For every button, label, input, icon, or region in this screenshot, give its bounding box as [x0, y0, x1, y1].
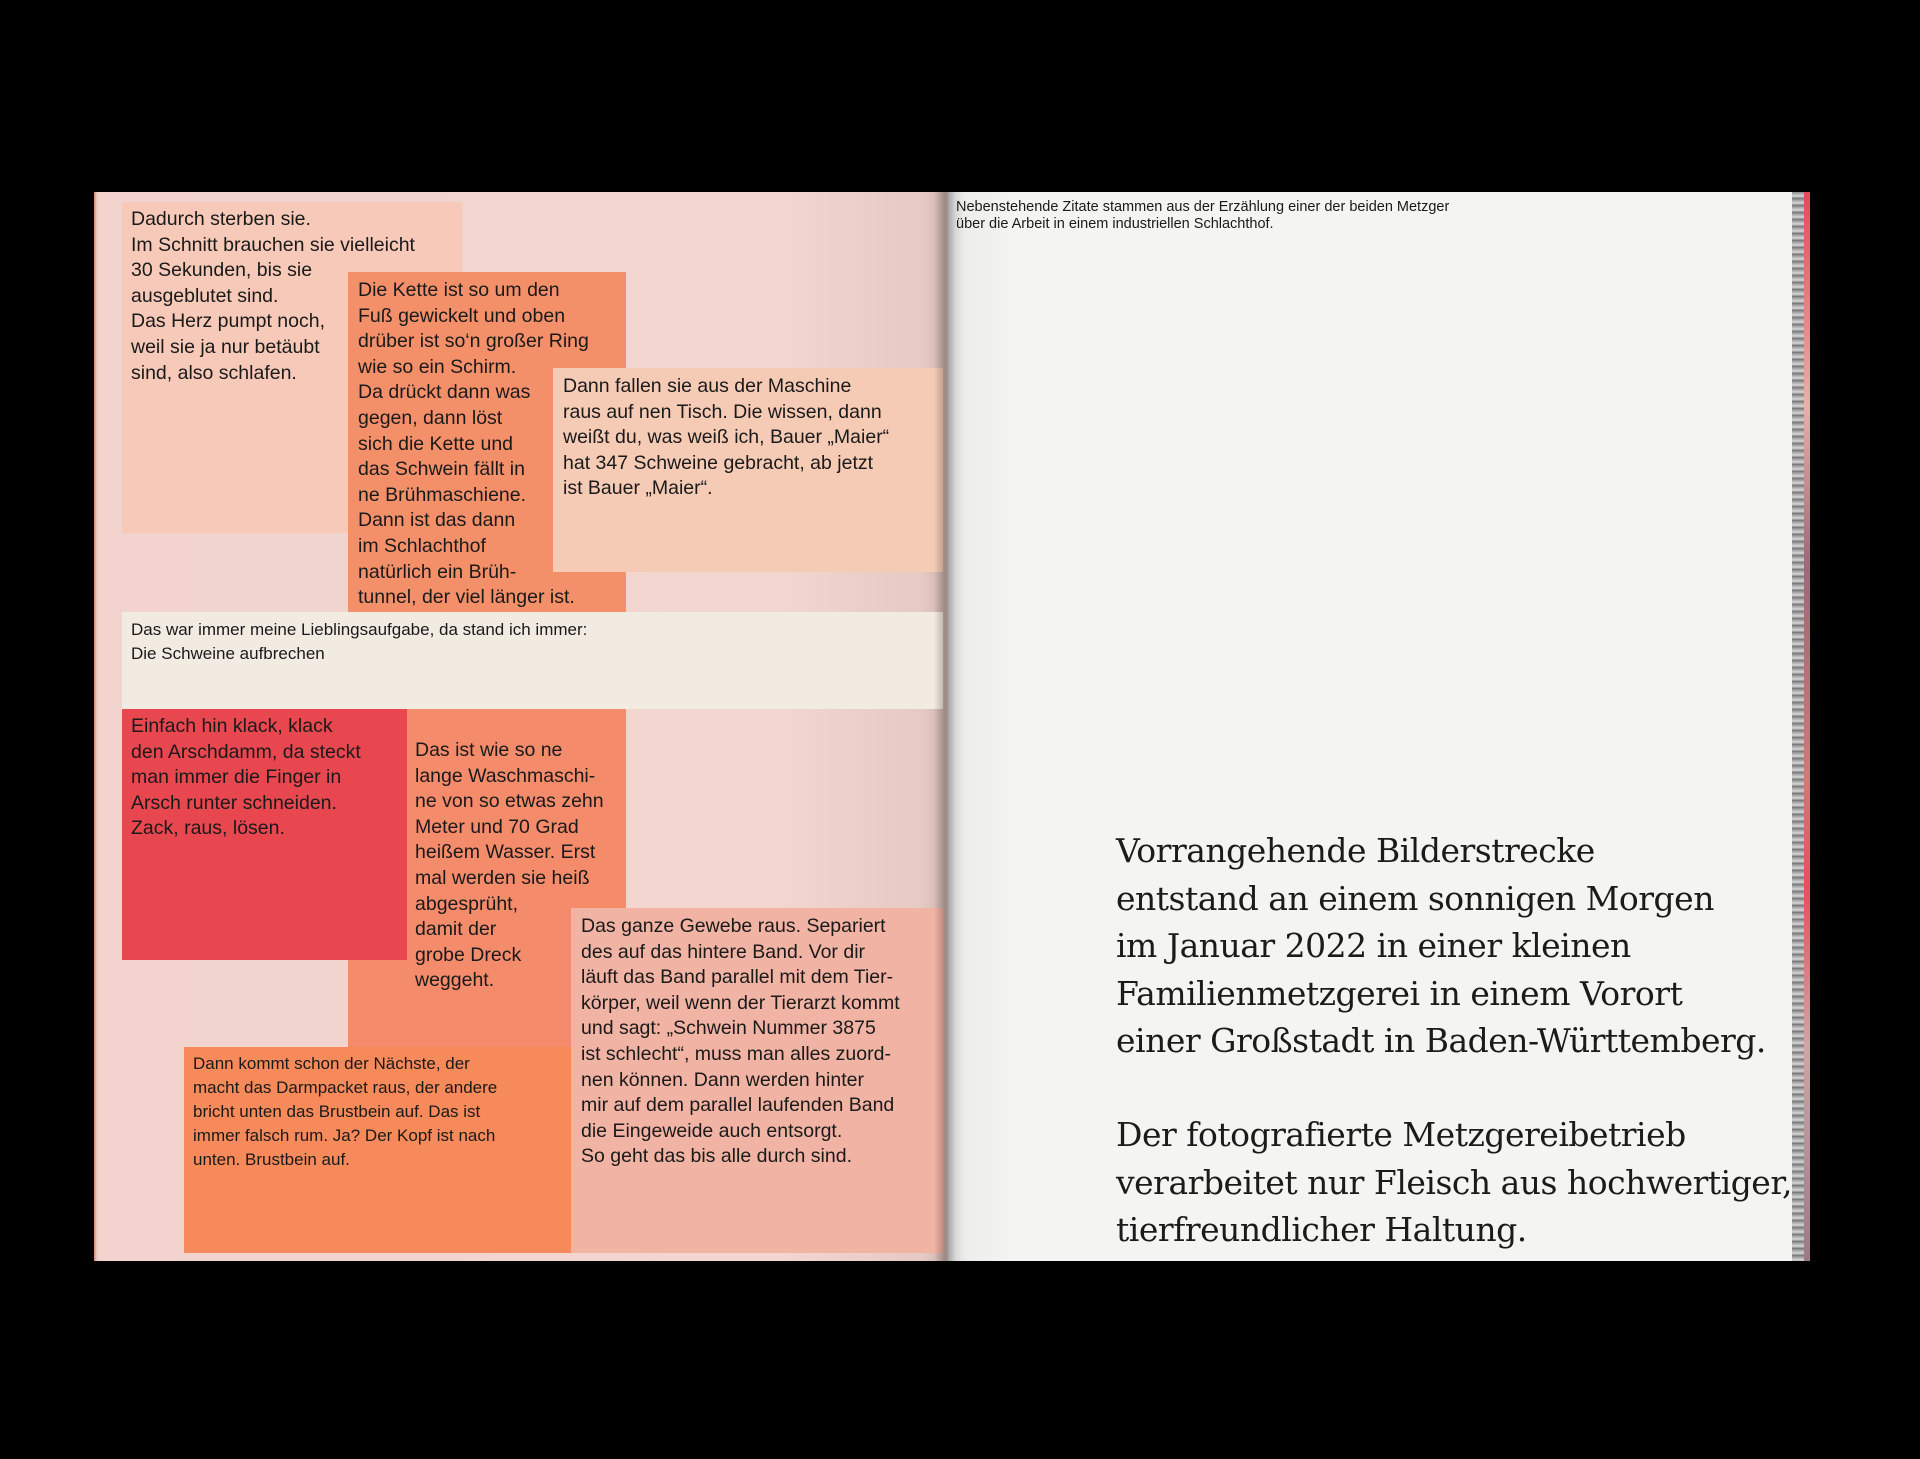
quote-text-3: Dann fallen sie aus der Maschine raus auf nen Tisch. Die wissen, dann weißt du, was weiß ich, Bauer „Maier“ hat 347 Schweine gebracht, ab jetzt ist Bauer „Maier“.: [563, 375, 890, 500]
right-page: [948, 192, 1792, 1261]
book-gutter: [934, 192, 956, 1261]
body-paragraph-1: Vorrangehende Bilderstrecke entstand an einem sonnigen Morgen im Januar 2022 in einer kleinen Familienmetzgerei in einem Vorort einer Großstadt in Baden-Württemberg.: [1116, 831, 1766, 1060]
body-paragraph-2: Der fotografierte Metzgereibetrieb verarbeitet nur Fleisch aus hochwertiger, tierfreundlicher Haltung.: [1116, 1115, 1792, 1249]
left-page: [98, 192, 948, 1261]
quote-text-5: Einfach hin klack, klack den Arschdamm, da steckt man immer die Finger in Arsch runter schneiden. Zack, raus, lösen.: [131, 715, 361, 840]
quote-text-6: Das ist wie so ne lange Waschmaschi- ne von so etwas zehn Meter und 70 Grad heißem Wasser. Erst mal werden sie heiß abgesprüht, damit der grobe Dreck weggeht.: [415, 739, 604, 992]
book-spread: [98, 192, 1810, 1261]
quote-text-7: Das ganze Gewebe raus. Separiert des auf das hintere Band. Vor dir läuft das Band parallel mit dem Tier- körper, weil wenn der Tierarzt kommt und sagt: „Schwein Nummer 3875 ist schlecht“, muss man alles zuord- nen können. Dann werden hinter mir auf dem parallel laufenden Band die Eingeweide auch entsorgt. So geht das bis alle durch sind.: [581, 915, 900, 1168]
quote-text-4: Das war immer meine Lieblingsaufgabe, da stand ich immer: Die Schweine aufbrechen: [131, 620, 588, 663]
quote-text-2: Die Kette ist so um den Fuß gewickelt und oben drüber ist so‘n großer Ring wie so ein Schirm. Da drückt dann was gegen, dann löst sich die Kette und das Schwein fällt in ne Brühmaschiene. Dann ist das dann im Schlachthof natürlich ein Brüh- tunnel, der viel länger ist.: [358, 279, 589, 609]
right-page-edge: [1792, 192, 1810, 1261]
caption-note: Nebenstehende Zitate stammen aus der Erzählung einer der beiden Metzger über die Arbeit in einem industriellen Schlachthof.: [956, 199, 1450, 232]
quote-text-8: Dann kommt schon der Nächste, der macht das Darmpacket raus, der andere bricht unten das Brustbein auf. Das ist immer falsch rum. Ja? Der Kopf ist nach unten. Brustbein auf.: [193, 1054, 498, 1169]
quote-text-1: Dadurch sterben sie. Im Schnitt brauchen sie vielleicht 30 Sekunden, bis sie ausgeblutet sind. Das Herz pumpt noch, weil sie ja nur betäubt sind, also schlafen.: [131, 208, 415, 384]
